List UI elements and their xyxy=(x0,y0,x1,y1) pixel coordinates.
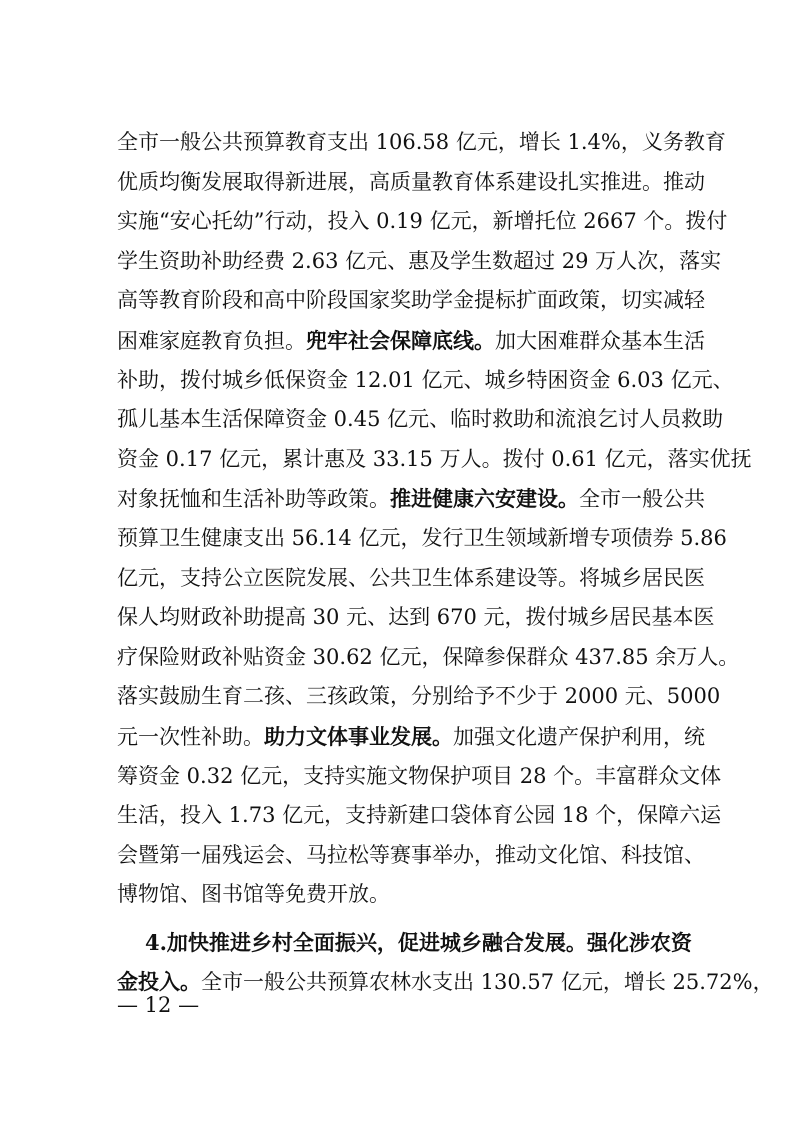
text-segment: 困难家庭教育负担。 xyxy=(117,328,306,353)
paragraph-social-services xyxy=(117,123,752,915)
text-line: 筹资金 0.32 亿元，支持实施文物保护项目 28 个。丰富群众文体 xyxy=(117,763,722,788)
text-segment: 全市一般公共预算农林水支出 130.57 亿元，增长 25.72%， xyxy=(201,970,774,995)
text-line: 生活，投入 1.73 亿元，支持新建口袋体育公园 18 个，保障六运 xyxy=(117,803,722,828)
text-line: 保人均财政补助提高 30 元、达到 670 元，拨付城乡居民基本医 xyxy=(117,605,715,630)
text-line: 孤儿基本生活保障资金 0.45 亿元、临时救助和流浪乞讨人员救助 xyxy=(117,407,724,432)
body-text xyxy=(117,123,774,1002)
text-line: 预算卫生健康支出 56.14 亿元，发行卫生领域新增专项债券 5.86 xyxy=(117,525,727,550)
heading-culture-sports: 助力文体事业发展。 xyxy=(264,723,453,749)
text-line: 亿元，支持公立医院发展、公共卫生体系建设等。将城乡居民医 xyxy=(117,565,705,590)
heading-healthy-luan: 推进健康六安建设。 xyxy=(390,486,579,512)
text-segment: 全市一般公共 xyxy=(579,487,705,512)
text-line: 会暨第一届残运会、马拉松等赛事举办，推动文化馆、科技馆、 xyxy=(117,842,705,867)
text-line: 资金 0.17 亿元，累计惠及 33.15 万人。拨付 0.61 亿元，落实优抚 xyxy=(117,446,752,471)
heading-agri-funding: 金投入。 xyxy=(117,969,201,995)
paragraph-rural-revitalization xyxy=(117,923,774,1002)
text-line: 全市一般公共预算教育支出 106.58 亿元，增长 1.4%，义务教育 xyxy=(117,130,726,154)
text-segment: 对象抚恤和生活补助等政策。 xyxy=(117,487,390,512)
text-line xyxy=(117,717,705,757)
paragraph-gap xyxy=(117,915,677,923)
page-number: — 12 — xyxy=(117,993,200,1017)
text-line: 博物馆、图书馆等免费开放。 xyxy=(117,882,390,907)
text-line xyxy=(117,962,774,1002)
text-segment: 加大困难群众基本生活 xyxy=(495,328,705,353)
text-line: 优质均衡发展取得新进展，高质量教育体系建设扎实推进。推动 xyxy=(117,169,705,194)
text-segment: 元一次性补助。 xyxy=(117,724,264,749)
heading-social-security: 兜牢社会保障底线。 xyxy=(306,327,495,353)
text-line xyxy=(117,479,705,519)
text-line: 落实鼓励生育二孩、三孩政策，分别给予不少于 2000 元、5000 xyxy=(117,684,721,709)
text-line xyxy=(117,321,705,361)
text-line: 学生资助补助经费 2.63 亿元、惠及学生数超过 29 万人次，落实 xyxy=(117,248,722,273)
section-heading: 4.加快推进乡村全面振兴，促进城乡融合发展。强化涉农资 xyxy=(145,929,692,955)
text-segment: 加强文化遗产保护利用，统 xyxy=(453,724,705,749)
text-line: 疗保险财政补贴资金 30.62 亿元，保障参保群众 437.85 余万人。 xyxy=(117,644,740,669)
text-line: 高等教育阶段和高中阶段国家奖助学金提标扩面政策，切实减轻 xyxy=(117,288,705,313)
text-line: 补助，拨付城乡低保资金 12.01 亿元、城乡特困资金 6.03 亿元、 xyxy=(117,367,734,392)
text-line: 实施“安心托幼”行动，投入 0.19 亿元，新增托位 2667 个。拨付 xyxy=(117,209,728,234)
